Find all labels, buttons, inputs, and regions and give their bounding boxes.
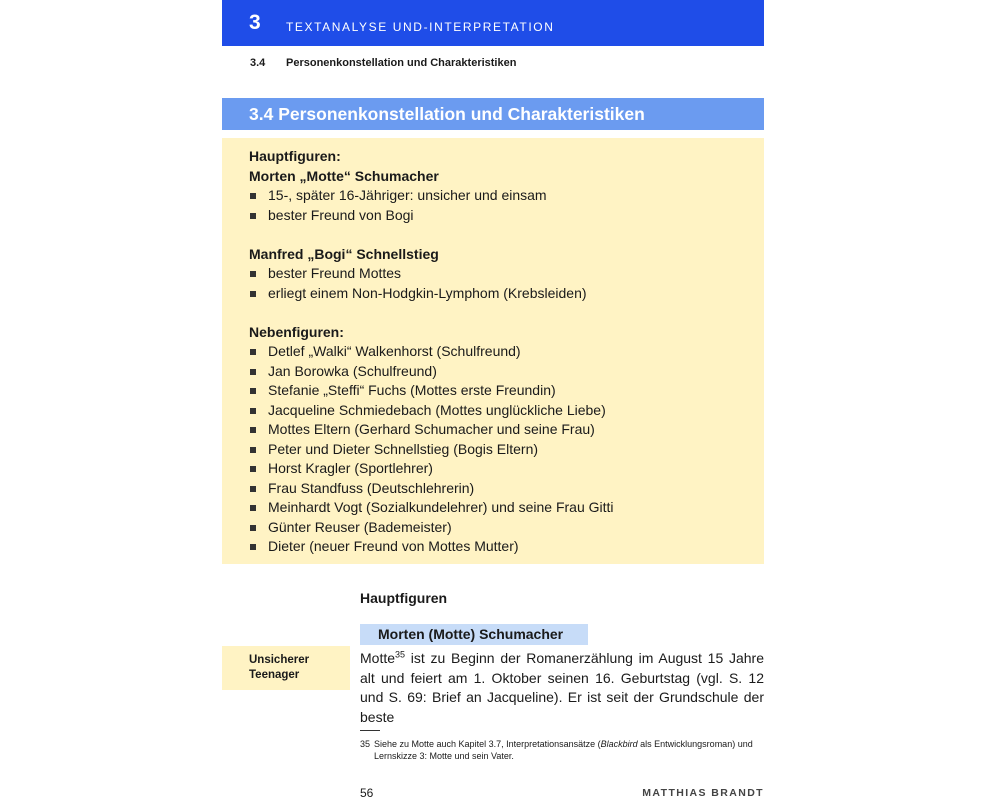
page-number: 56 (360, 786, 374, 800)
character-points (249, 186, 754, 225)
bullet-icon (250, 505, 256, 511)
bullet-icon (250, 408, 256, 414)
bullet-icon (250, 466, 256, 472)
character-points (249, 264, 754, 303)
footnote (360, 738, 764, 762)
bullet-icon (250, 213, 256, 219)
running-head-title: Personenkonstellation und Charakteristiken (286, 57, 517, 69)
bullet-icon (250, 486, 256, 492)
chapter-header-band (222, 0, 764, 46)
margin-note-line: Unsicherer (249, 654, 310, 666)
book-page (222, 0, 764, 800)
bullet-icon (250, 193, 256, 199)
author-name: MATTHIAS BRANDT (642, 787, 764, 799)
chapter-number: 3 (249, 11, 261, 34)
list-item: Mottes Eltern (Gerhard Schumacher und seine Frau) (249, 420, 754, 440)
main-characters-label: Hauptfiguren: (249, 148, 341, 164)
list-item: bester Freund Mottes (249, 264, 754, 284)
bullet-icon (250, 525, 256, 531)
bullet-icon (250, 291, 256, 297)
list-item: Jacqueline Schmiedebach (Mottes unglückliche Liebe) (249, 401, 754, 421)
bullet-icon (250, 427, 256, 433)
footnote-rule (360, 730, 380, 731)
chapter-title: TEXTANALYSE UND-INTERPRETATION (286, 20, 555, 34)
footnote-reference[interactable]: 35 (395, 649, 406, 660)
bullet-icon (250, 388, 256, 394)
footnote-text: Siehe zu Motte auch Kapitel 3.7, Interpretationsansätze (Blackbird als Entwicklungsroman) und Lernskizze 3: Motte und sein Vater. (374, 739, 753, 761)
margin-note-line: Teenager (249, 669, 300, 681)
list-item: Günter Reuser (Bademeister) (249, 518, 754, 538)
list-item: Detlef „Walki“ Walkenhorst (Schulfreund) (249, 342, 754, 362)
character-name: Manfred „Bogi“ Schnellstieg (249, 245, 439, 262)
list-item: Dieter (neuer Freund von Mottes Mutter) (249, 537, 754, 557)
body-paragraph: Motte$^{35}$ ist zu Beginn der Romanerzählung im August 15 Jahre alt und feiert am 1. Oktober seinen 16. Geburtstag (vgl. S. 12 und S. 69: Brief an Jacqueline). Er ist seit der Grundschule der beste (360, 649, 764, 725)
section-title: 3.4 Personenkonstellation und Charakteristiken (249, 104, 645, 124)
bullet-icon (250, 349, 256, 355)
list-item: Jan Borowka (Schulfreund) (249, 362, 754, 382)
character-heading: Morten (Motte) Schumacher (378, 626, 564, 642)
margin-note (222, 646, 350, 690)
list-item: 15-, später 16-Jähriger: unsicher und einsam (249, 186, 754, 206)
secondary-characters-list (249, 342, 754, 557)
list-item: Stefanie „Steffi“ Fuchs (Mottes erste Freundin) (249, 381, 754, 401)
running-head (250, 57, 516, 69)
summary-box (222, 138, 764, 564)
list-item: Horst Kragler (Sportlehrer) (249, 459, 754, 479)
list-item: Frau Standfuss (Deutschlehrerin) (249, 479, 754, 499)
running-head-number: 3.4 (250, 57, 266, 69)
subsection-heading: Hauptfiguren (360, 590, 448, 606)
list-item: bester Freund von Bogi (249, 206, 754, 226)
bullet-icon (250, 271, 256, 277)
section-title-bar (222, 98, 764, 130)
secondary-characters-label: Nebenfiguren: (249, 323, 344, 340)
character-heading-chip (360, 624, 588, 645)
bullet-icon (250, 447, 256, 453)
character-name: Morten „Motte“ Schumacher (249, 167, 439, 184)
list-item: erliegt einem Non-Hodgkin-Lymphom (Krebsleiden) (249, 284, 754, 304)
bullet-icon (250, 369, 256, 375)
list-item: Peter und Dieter Schnellstieg (Bogis Eltern) (249, 440, 754, 460)
summary-content (249, 147, 754, 557)
footnote-number: 35 (360, 739, 371, 749)
list-item: Meinhardt Vogt (Sozialkundelehrer) und seine Frau Gitti (249, 498, 754, 518)
bullet-icon (250, 544, 256, 550)
